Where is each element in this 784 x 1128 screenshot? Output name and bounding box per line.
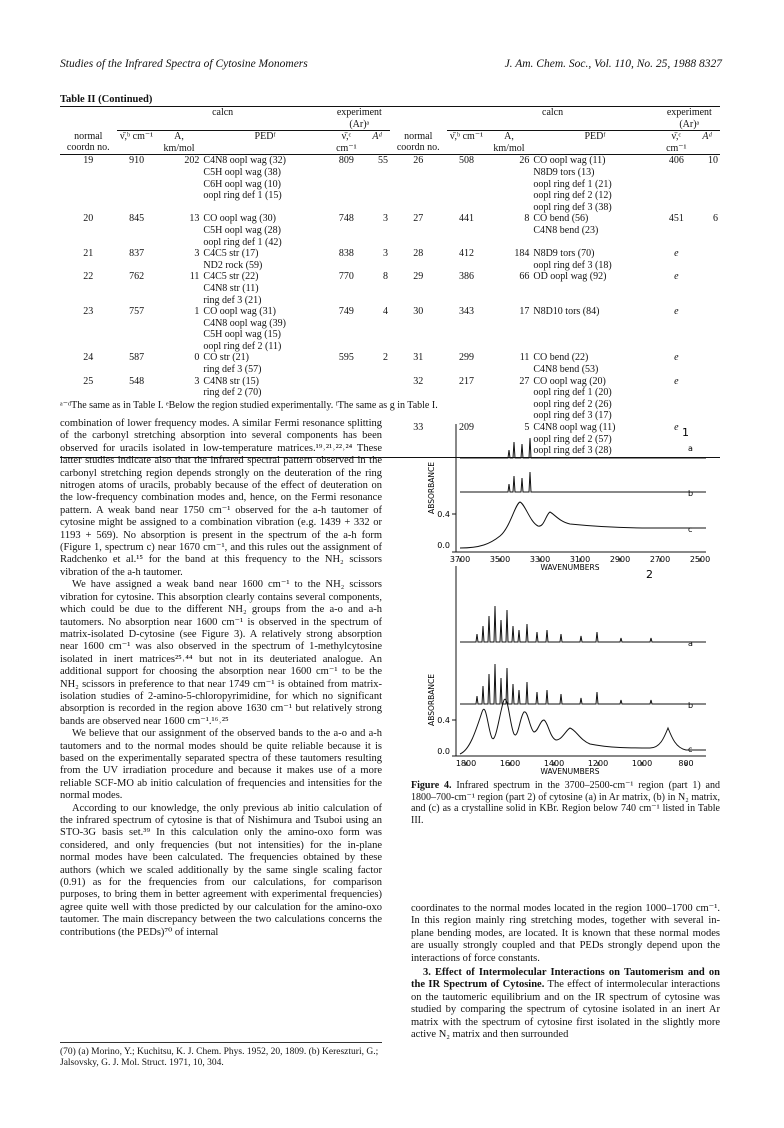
ped-line: oopl ring def 3 (28) (533, 445, 612, 457)
ped-line: ring def 2 (70) (203, 387, 262, 399)
cell-exp-frequency (329, 376, 364, 422)
running-header-journal: J. Am. Chem. Soc., Vol. 110, No. 25, 1988 8327 (504, 58, 722, 70)
spectrum-trace-b (460, 664, 706, 704)
trace-label-a: a (688, 639, 693, 648)
table-caption: Table II (Continued) (60, 94, 153, 105)
cell-frequency: 299 (459, 352, 475, 364)
cell-frequency: 508 (459, 155, 475, 167)
cell-mode-no: 28 (413, 248, 424, 260)
ped-line: N8D9 tors (70) (533, 248, 595, 260)
col-header-ped: PEDᶠ (584, 131, 606, 143)
ped-line: CO bend (56) (533, 213, 589, 225)
col-header-a-exp: Aᵈ (364, 131, 390, 155)
cell-intensity: 17 (519, 306, 530, 318)
figure-caption-text: Infrared spectrum in the 3700–2500-cm⁻¹ region (part 1) and 1800–700-cm⁻¹ region (part 2) of cytosine (a) in Ar matrix, (b) in N₂ matrix, and (c) as a crystalline solid in KBr. Region below 740 cm⁻¹ listed in Table III. (411, 780, 720, 826)
cell-ped (201, 248, 328, 271)
cell-exp-intensity: 8 (382, 271, 388, 283)
ped-line: C4N8 oopl wag (11) (533, 422, 616, 434)
col-header-nu-exp: ν̄,ᶜ cm⁻¹ (659, 131, 694, 155)
ped-line: C4C5 str (22) (203, 271, 259, 283)
spectrum-trace-c (460, 502, 706, 548)
x-tick-label: 1800 (455, 759, 477, 768)
spectrum-trace-a (460, 606, 706, 642)
ped-line: oopl ring def 1 (15) (203, 190, 282, 202)
table-footnote: ᵃ⁻ᵈThe same as in Table I. ᵉBelow the region studied experimentally. ᶠThe same as g in Table I. (60, 400, 438, 411)
cell-ped (531, 248, 658, 271)
cell-intensity: 11 (189, 271, 200, 283)
cell-mode-no: 26 (413, 155, 424, 167)
col-header-a: A, km/mol (163, 131, 195, 154)
ped-line: oopl ring def 1 (20) (533, 387, 612, 399)
cell-exp-frequency: 595 (338, 352, 354, 364)
trace-label-a: a (688, 444, 693, 453)
ped-line: N8D9 tors (13) (533, 166, 595, 178)
cell-exp-frequency: 809 (338, 155, 354, 167)
paragraph: According to our knowledge, the only previous ab initio calculation of the infrared spectrum of cytosine is that of Nishimura and Tsuboi using an STO-3G basis set.³⁹ In this calculation only the amino-oxo form was considered, and only frequencies (but not intensities) for the in-plane normal modes have been calculated. The frequencies obtained by these authors (which we scaled additionally by the same single scaling factor (0.91) as for the frequencies from our calculations, for comparison purposes, to bring them in better agreement with experimental frequencies) agree quite well with those predicted by our calculation for the amino-oxo tautomer. The main discrepancy between the two calculations concerns the contributions (the PEDs)⁷⁰ of internal (60, 802, 382, 938)
cell-exp-intensity: 3 (382, 213, 388, 225)
figure-4-part-1 (420, 418, 720, 573)
figure-part-number: 2 (646, 568, 653, 581)
cell-exp-intensity (364, 376, 390, 422)
cell-exp-frequency: 749 (338, 306, 354, 318)
x-tick-label: 3100 (569, 555, 591, 564)
ped-line: C4C5 str (17) (203, 248, 259, 260)
cell-ped (531, 155, 658, 213)
cell-exp-frequency: e (674, 271, 679, 283)
cell-intensity: 8 (524, 213, 530, 225)
x-axis-label: WAVENUMBERS (540, 767, 600, 776)
ped-line: oopl ring def 3 (18) (533, 259, 612, 271)
cell-intensity: 202 (184, 155, 200, 167)
trace-label-c: c (688, 745, 693, 754)
cell-frequency: 548 (129, 375, 145, 387)
cell-exp-intensity (694, 248, 720, 271)
table-row (60, 155, 720, 213)
cell-intensity: 13 (189, 213, 200, 225)
cell-intensity: 27 (519, 375, 530, 387)
y-tick-label: 0.4 (437, 510, 450, 519)
body-column-right (411, 903, 720, 1041)
figure-caption-label: Figure 4. (411, 780, 452, 791)
cell-exp-frequency: 770 (338, 271, 354, 283)
y-tick-label: 0.0 (437, 541, 450, 550)
cell-exp-intensity: 4 (382, 306, 388, 318)
section-paragraph (411, 967, 720, 1041)
cell-ped (201, 155, 328, 213)
reference-70: (70) (a) Morino, Y.; Kuchitsu, K. J. Chem. Phys. 1952, 20, 1809. (b) Kereszturi, G.; Jalsovsky, G. J. Mol. Struct. 1971, 10, 304. (60, 1042, 382, 1069)
cell-ped (531, 376, 658, 422)
cell-mode-no: 21 (83, 248, 94, 260)
col-header-nu-exp: ν̄,ᶜ cm⁻¹ (329, 131, 364, 155)
x-axis-label: WAVENUMBERS (540, 563, 600, 572)
ped-line: C6H oopl wag (10) (203, 178, 281, 190)
cell-exp-frequency: 748 (338, 213, 354, 225)
cell-exp-frequency: 451 (668, 213, 684, 225)
cell-exp-intensity: 6 (713, 213, 718, 225)
ped-line: oopl ring def 2 (57) (533, 433, 612, 445)
x-tick-label: 2900 (609, 555, 631, 564)
cell-exp-intensity (694, 306, 720, 352)
ped-line: C4N8 bend (53) (533, 364, 599, 376)
x-tick-label: 2500 (689, 555, 711, 564)
cell-exp-frequency: e (674, 422, 679, 434)
cell-ped (531, 213, 658, 248)
y-tick-label: 0.4 (437, 716, 450, 725)
cell-mode-no: 20 (83, 213, 94, 225)
col-header-a: A, km/mol (493, 131, 525, 154)
y-axis-label: ABSORBANCE (427, 674, 436, 726)
cell-intensity: 1 (194, 306, 200, 318)
y-tick-label: 0.0 (437, 747, 450, 756)
cell-frequency: 343 (459, 306, 475, 318)
ped-line: C5H oopl wag (15) (203, 329, 281, 341)
ped-line: CO oopl wag (31) (203, 306, 276, 318)
ped-line: oopl ring def 1 (21) (533, 178, 612, 190)
cell-exp-frequency: 838 (338, 248, 354, 260)
ped-line: oopl ring def 2 (12) (533, 190, 612, 202)
section-text: The effect of intermolecular interactions on the tautomeric equilibrium and on the IR spectrum of cytosine was studied by comparing the spectrum of cytosine isolated in an inert Ar matrix with the spectrum of cytosine first isolated in the slightly more active N₂ matrix and then surrounded (411, 979, 720, 1041)
ped-line: CO bend (22) (533, 352, 589, 364)
cell-mode-no: 32 (413, 375, 424, 387)
figure-part-number: 1 (682, 426, 689, 439)
x-tick-label: 2700 (649, 555, 671, 564)
ped-line: C4N8 oopl wag (32) (203, 155, 286, 167)
cell-frequency: 910 (129, 155, 145, 167)
ped-line: CO oopl wag (20) (533, 375, 606, 387)
trace-label-c: c (688, 525, 693, 534)
col-header-mode: normal coordn no. (396, 130, 440, 154)
ped-line: CO oopl wag (11) (533, 155, 606, 167)
x-tick-label: 3500 (489, 555, 511, 564)
x-tick-label: 1400 (543, 759, 565, 768)
table-row (60, 376, 720, 422)
paragraph: We have assigned a weak band near 1600 cm⁻¹ to the NH₂ scissors vibration for cytosine. This absorption clearly contains several components, which could be due to the different NH₂ groups from the a-o and a-h tautomers. No absorption near 1600 cm⁻¹ is observed in the spectrum of matrix-isolated D-cytosine (see Figure 3). A relatively strong absorption near 1600 cm⁻¹ was also observed in the spectrum of 1-methylcytosine isolated in inert matrices²⁵˒⁴⁴ but not in its deuteriated analogue. An additional support for choosing the absorption near 1600 cm⁻¹ to be the NH₂ scissors in preference to that near 1749 cm⁻¹ is obtained from matrix-isolation studies of 2-amino-5-chloropyrimidine, for which no significant absorption is recorded in the region above 1630 cm⁻¹ but relatively strong bands are observed near 1600 cm⁻¹.¹⁶˒²⁵ (60, 579, 382, 727)
ped-line: oopl ring def 1 (42) (203, 236, 282, 248)
cell-frequency: 587 (129, 352, 145, 364)
spectrum-trace-a (460, 438, 706, 458)
cell-intensity: 184 (514, 248, 530, 260)
x-tick-label: 1000 (631, 759, 653, 768)
cell-ped (531, 306, 658, 352)
col-header-a-exp: Aᵈ (694, 131, 720, 155)
table-row (60, 213, 720, 248)
x-tick-label: 3700 (449, 555, 471, 564)
section-heading: 3. Effect of Intermolecular Interactions on Tautomerism and on the IR Spectrum of Cytosine. (411, 967, 720, 991)
cell-ped (201, 271, 328, 306)
cell-frequency: 209 (459, 422, 475, 434)
cell-mode-no: 23 (83, 306, 94, 318)
ped-line: C4N8 str (15) (203, 375, 259, 387)
group-header-experiment: experiment (Ar)ᵃ (336, 107, 382, 130)
ped-line: C4N8 str (11) (203, 282, 259, 294)
cell-exp-intensity: 55 (377, 155, 388, 167)
cell-intensity: 66 (519, 271, 530, 283)
col-header-ped: PEDᶠ (254, 131, 276, 143)
cell-frequency: 412 (459, 248, 475, 260)
cell-mode-no: 33 (413, 422, 424, 434)
cell-ped (201, 376, 328, 422)
cell-exp-intensity (694, 376, 720, 422)
x-tick-label: 3300 (529, 555, 551, 564)
paragraph: combination of lower frequency modes. A similar Fermi resonance splitting of the carbonyl stretching absorption into several components has been observed for uracils isolated in low-temperature matrices.¹⁹˒²¹˒²²˒²⁴ These latter studies indicate also that the infrared spectral pattern observed in the carbonyl stretching region depends strongly on the deuteration of the ring nitrogen atoms of uracils, probably because of the effect of deuteration on the low-frequency combination modes and, hence, on the Fermi resonance pattern. A weak band near 1750 cm⁻¹ observed for the a-h tautomer of cytosine might be assigned to a combination vibration (e.g. 1439 + 332 or 1193 + 569). No absorption is present in the spectrum of the a-h form (Figure 1, spectrum c) near 1670 cm⁻¹, and this rules out the assignment of Radchenko et al.¹⁵ for the band at this frequency to the NH₂ scissors vibration of the a-h tautomer. (60, 418, 382, 578)
cell-frequency: 762 (129, 271, 145, 283)
ped-line: oopl ring def 3 (17) (533, 410, 612, 422)
cell-mode-no: 29 (413, 271, 424, 283)
cell-intensity: 26 (519, 155, 530, 167)
ped-line: oopl ring def 2 (26) (533, 398, 612, 410)
spectrum-trace-c (460, 699, 706, 754)
ped-line: oopl ring def 3 (38) (533, 201, 612, 213)
x-tick-label: 1600 (499, 759, 521, 768)
ped-line: CO oopl wag (30) (203, 213, 276, 225)
ped-line: OD oopl wag (92) (533, 271, 607, 283)
group-header-experiment: experiment (Ar)ᵃ (666, 107, 712, 130)
col-header-mode: normal coordn no. (66, 130, 110, 154)
cell-ped (531, 271, 658, 306)
cell-mode-no: 24 (83, 352, 94, 364)
figure-4-part-2 (420, 560, 720, 780)
ped-line: C5H oopl wag (28) (203, 224, 281, 236)
cell-intensity: 11 (519, 352, 530, 364)
cell-intensity: 3 (194, 248, 200, 260)
trace-label-b: b (688, 701, 694, 710)
ped-line: N8D10 tors (84) (533, 306, 600, 318)
cell-mode-no: 19 (83, 155, 94, 167)
cell-exp-intensity (694, 271, 720, 306)
cell-mode-no: 27 (413, 213, 424, 225)
cell-frequency: 217 (459, 375, 475, 387)
ped-line: CO str (21) (203, 352, 249, 364)
figure-caption (411, 780, 720, 826)
col-header-nu: ν̄,ᵇ cm⁻¹ (120, 131, 154, 143)
cell-ped (531, 352, 658, 375)
cell-exp-frequency: 406 (668, 155, 684, 167)
cell-ped (201, 213, 328, 248)
group-header-calcn: calcn (117, 107, 329, 131)
cell-exp-intensity: 2 (382, 352, 388, 364)
cell-ped (201, 306, 328, 352)
cell-exp-intensity (694, 352, 720, 375)
group-header-calcn: calcn (447, 107, 659, 131)
ped-line: C5H oopl wag (38) (203, 166, 281, 178)
cell-intensity: 3 (194, 375, 200, 387)
ped-line: oopl ring def 2 (11) (203, 340, 282, 352)
ped-line: ND2 rock (59) (203, 259, 263, 271)
ped-line: C4N8 oopl wag (39) (203, 317, 286, 329)
cell-exp-frequency: e (674, 352, 679, 364)
cell-exp-frequency: e (674, 248, 679, 260)
body-column-left (60, 418, 382, 939)
ped-line: ring def 3 (57) (203, 364, 262, 376)
cell-exp-frequency: e (674, 306, 679, 318)
spectrum-trace-b (460, 472, 706, 492)
cell-frequency: 386 (459, 271, 475, 283)
ped-line: C4N8 bend (23) (533, 224, 599, 236)
table-row (60, 306, 720, 352)
cell-intensity: 0 (194, 352, 200, 364)
y-axis-label: ABSORBANCE (427, 462, 436, 514)
cell-frequency: 441 (459, 213, 475, 225)
cell-mode-no: 22 (83, 271, 94, 283)
cell-mode-no: 31 (413, 352, 424, 364)
col-header-nu: ν̄,ᵇ cm⁻¹ (449, 131, 484, 143)
running-header-title: Studies of the Infrared Spectra of Cytosine Monomers (60, 58, 308, 70)
cell-exp-intensity: 3 (382, 248, 388, 260)
cell-frequency: 845 (129, 213, 145, 225)
cell-intensity: 5 (524, 422, 530, 434)
table-row (60, 352, 720, 375)
x-tick-label: 800 (678, 759, 694, 768)
cell-mode-no: 25 (83, 375, 94, 387)
paragraph: coordinates to the normal modes located in the region 1000–1700 cm⁻¹. In this region mainly ring stretching modes, together with several in-plane bending modes, are located. It is known that these normal modes are usually strongly coupled and that PEDs strongly depend upon the interactions of force constants. (411, 903, 720, 964)
table-row (60, 271, 720, 306)
table-row (60, 248, 720, 271)
cell-frequency: 837 (129, 248, 145, 260)
cell-ped (201, 352, 328, 375)
cell-frequency: 757 (129, 306, 145, 318)
cell-mode-no: 30 (413, 306, 424, 318)
paragraph: We believe that our assignment of the observed bands to the a-o and a-h tautomers and to the normal modes should be quite reliable because it is based on the experimentally separated spectra of these tautomers resulting from the UV irradiation procedure and because it makes use of a more reliable SCF-MO ab initio calculation of frequencies and intensities for the normal modes. (60, 728, 382, 802)
ped-line: ring def 3 (21) (203, 294, 262, 306)
cell-exp-frequency: e (674, 375, 679, 387)
x-tick-label: 1200 (587, 759, 609, 768)
trace-label-b: b (688, 489, 694, 498)
cell-exp-intensity: 10 (708, 155, 718, 167)
